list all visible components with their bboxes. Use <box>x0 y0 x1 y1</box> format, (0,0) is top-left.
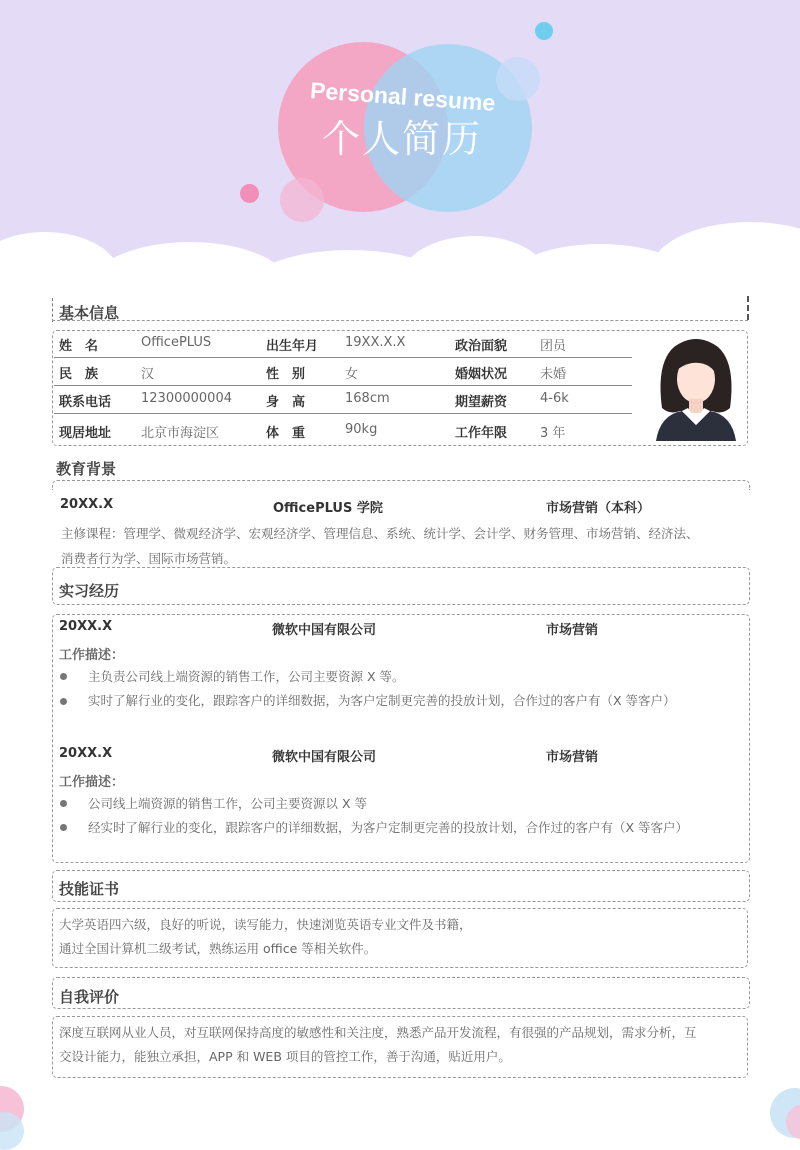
bullet-dot <box>60 800 67 807</box>
internship-title-box <box>52 567 750 605</box>
header-banner <box>0 0 800 300</box>
edu-courses-line-1: 主修课程：管理学、微观经济学、宏观经济学、管理信息、系统、统计学、会计学、财务管理、市场营销、经济法、 <box>61 526 699 541</box>
value-marital: 未婚 <box>540 367 567 382</box>
divider <box>52 298 53 322</box>
edu-date: 20XX.X <box>60 497 114 512</box>
label-name: 姓 名 <box>59 339 99 354</box>
label-gender: 性 别 <box>266 367 306 382</box>
value-name: OfficePLUS <box>141 335 212 350</box>
job-role: 市场营销 <box>546 623 599 638</box>
label-address: 现居地址 <box>59 426 112 441</box>
label-salary: 期望薪资 <box>455 395 508 410</box>
faint-pink-bubble <box>280 178 324 222</box>
education-header-box <box>52 480 750 490</box>
job-desc-label: 工作描述： <box>59 648 125 663</box>
value-ethnicity: 汉 <box>141 367 155 382</box>
skills-line-1: 大学英语四六级，良好的听说，读写能力，快速浏览英语专业文件及书籍， <box>59 917 472 932</box>
self-title-box <box>52 977 750 1009</box>
divider <box>52 320 748 321</box>
edu-school: OfficePLUS 学院 <box>273 501 383 516</box>
section-title-basic: 基本信息 <box>59 304 120 322</box>
section-title-internship: 实习经历 <box>59 582 120 600</box>
row-divider <box>54 413 632 414</box>
edu-major: 市场营销（本科） <box>546 501 651 516</box>
job-company: 微软中国有限公司 <box>272 750 377 765</box>
value-salary: 4-6k <box>540 391 569 406</box>
row-divider <box>54 357 632 358</box>
bullet-dot <box>60 673 67 680</box>
value-birth: 19XX.X.X <box>345 335 406 350</box>
value-gender: 女 <box>345 367 359 382</box>
job-bullet: 公司线上端资源的销售工作，公司主要资源以 X 等 <box>88 796 368 811</box>
label-ethnicity: 民 族 <box>59 367 99 382</box>
divider <box>747 296 749 320</box>
value-height: 168cm <box>345 391 390 406</box>
value-phone: 12300000004 <box>141 391 232 406</box>
value-address: 北京市海淀区 <box>141 426 220 441</box>
job-desc-label: 工作描述： <box>59 775 125 790</box>
job-date: 20XX.X <box>59 746 113 761</box>
label-political: 政治面貌 <box>455 339 508 354</box>
skills-title-box <box>52 870 750 902</box>
bullet-dot <box>60 698 67 705</box>
job-bullet: 经实时了解行业的变化，跟踪客户的详细数据，为客户定制更完善的投放计划，合作过的客户有（X 等客户） <box>88 820 689 835</box>
label-phone: 联系电话 <box>59 395 112 410</box>
job-bullet: 实时了解行业的变化，跟踪客户的详细数据，为客户定制更完善的投放计划，合作过的客户有（X 等客户） <box>88 693 676 708</box>
job-bullet: 主负责公司线上端资源的销售工作，公司主要资源 X 等。 <box>88 669 405 684</box>
title-english: Personal resume <box>309 77 497 116</box>
job-role: 市场营销 <box>546 750 599 765</box>
value-experience: 3 年 <box>540 426 566 441</box>
value-political: 团员 <box>540 339 567 354</box>
label-height: 身 高 <box>266 395 306 410</box>
label-experience: 工作年限 <box>455 426 508 441</box>
small-pink-bubble <box>240 184 259 203</box>
self-line-1: 深度互联网从业人员，对互联网保持高度的敏感性和关注度，熟悉产品开发流程，有很强的产品规划，需求分析，互 <box>59 1025 697 1040</box>
avatar <box>652 333 740 441</box>
label-marital: 婚姻状况 <box>455 367 508 382</box>
small-blue-bubble <box>535 22 553 40</box>
value-weight: 90kg <box>345 422 378 437</box>
label-birth: 出生年月 <box>266 339 319 354</box>
section-title-self: 自我评价 <box>59 988 120 1006</box>
job-company: 微软中国有限公司 <box>272 623 377 638</box>
self-line-2: 交设计能力，能独立承担，APP 和 WEB 项目的管控工作，善于沟通，贴近用户。 <box>59 1049 511 1064</box>
title-chinese: 个人简历 <box>322 117 483 161</box>
row-divider <box>54 385 632 386</box>
label-weight: 体 重 <box>266 426 306 441</box>
edu-courses-line-2: 消费者行为学、国际市场营销。 <box>61 551 237 566</box>
job-date: 20XX.X <box>59 619 113 634</box>
skills-line-2: 通过全国计算机二级考试，熟练运用 office 等相关软件。 <box>59 941 377 956</box>
section-title-skills: 技能证书 <box>59 880 120 898</box>
section-title-education: 教育背景 <box>56 460 117 478</box>
bullet-dot <box>60 824 67 831</box>
